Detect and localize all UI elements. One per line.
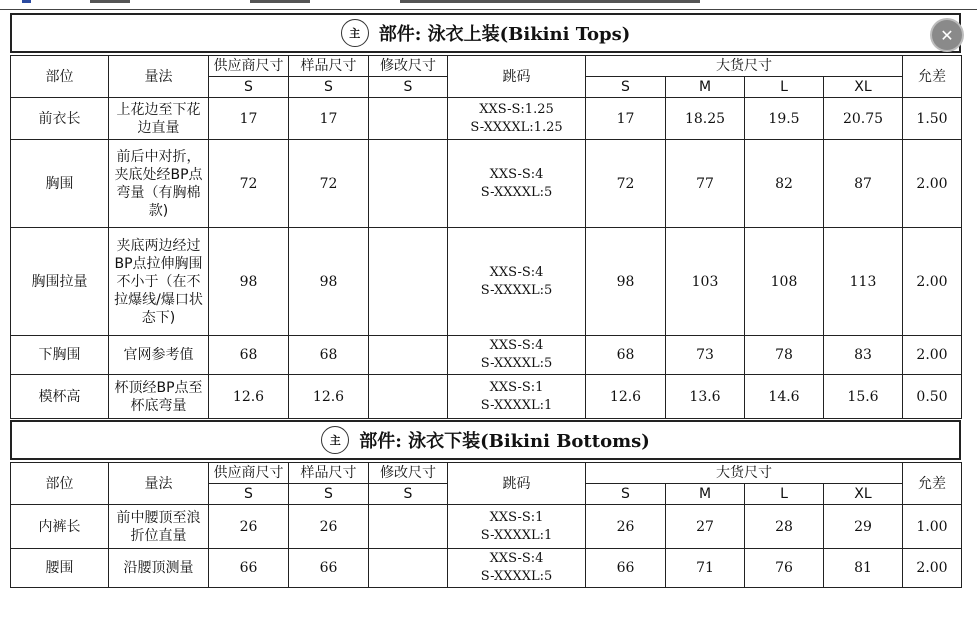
- grade-rule: XXS-S:4: [489, 264, 544, 280]
- cell-tolerance: 2.00: [903, 549, 962, 588]
- grade-rule: S-XXXXL:5: [480, 184, 553, 200]
- cell-method: 官网参考值: [109, 336, 209, 375]
- main-badge: 主: [341, 19, 369, 47]
- cell-revise-size: [369, 375, 448, 419]
- cell-sample-size: 72: [289, 140, 369, 228]
- grade-rule: XXS-S:4: [489, 166, 544, 182]
- grade-rule: S-XXXXL:5: [480, 356, 553, 371]
- col-header-grade: 跳码: [448, 463, 586, 505]
- cell-part: 下胸围: [11, 336, 109, 375]
- table-row: [11, 336, 962, 375]
- cell-method: 上花边至下花边直量: [109, 98, 209, 140]
- grade-rule: XXS-S:4: [489, 338, 544, 353]
- cell-bulk-size: 73: [666, 336, 745, 375]
- main-badge: 主: [321, 426, 349, 454]
- cell-bulk-size: 98: [586, 228, 666, 336]
- cell-bulk-size: 28: [745, 505, 824, 549]
- table-row: [11, 140, 962, 228]
- size-label: S: [289, 484, 369, 505]
- cell-bulk-size: 68: [586, 336, 666, 375]
- col-header-supplier: 供应商尺寸: [209, 463, 289, 484]
- bulk-size-label: L: [745, 77, 824, 98]
- cell-method: 杯顶经BP点至杯底弯量: [109, 375, 209, 419]
- cell-bulk-size: 18.25: [666, 98, 745, 140]
- table-row: [11, 549, 962, 588]
- col-header-bulk: 大货尺寸: [586, 463, 903, 484]
- bulk-size-label: S: [586, 484, 666, 505]
- spec-table-tops: [10, 55, 962, 419]
- cell-bulk-size: 17: [586, 98, 666, 140]
- size-label: S: [369, 77, 448, 98]
- cell-tolerance: 1.50: [903, 98, 962, 140]
- cell-revise-size: [369, 98, 448, 140]
- bulk-size-label: L: [745, 484, 824, 505]
- cell-bulk-size: 13.6: [666, 375, 745, 419]
- cell-bulk-size: 76: [745, 549, 824, 588]
- grade-rule: XXS-S:1: [489, 379, 544, 395]
- cell-bulk-size: 20.75: [824, 98, 903, 140]
- grade-rule: XXS-S:1: [489, 509, 544, 525]
- cell-revise-size: [369, 228, 448, 336]
- bulk-size-label: XL: [824, 77, 903, 98]
- table-row: [11, 98, 962, 140]
- clipped-top-strip: [0, 0, 977, 10]
- cell-supplier-size: 12.6: [209, 375, 289, 419]
- cell-method: 沿腰顶测量: [109, 549, 209, 588]
- cell-revise-size: [369, 140, 448, 228]
- col-header-bulk: 大货尺寸: [586, 56, 903, 77]
- cell-bulk-size: 83: [824, 336, 903, 375]
- bulk-size-label: M: [666, 77, 745, 98]
- cell-bulk-size: 87: [824, 140, 903, 228]
- grade-rule: S-XXXXL:1.25: [470, 119, 563, 135]
- cell-sample-size: 68: [289, 336, 369, 375]
- section-header-bottoms: [10, 420, 961, 460]
- size-label: S: [209, 77, 289, 98]
- cell-bulk-size: 113: [824, 228, 903, 336]
- table-row: [11, 375, 962, 419]
- cell-bulk-size: 15.6: [824, 375, 903, 419]
- grade-rule: S-XXXXL:1: [480, 527, 553, 543]
- cell-supplier-size: 98: [209, 228, 289, 336]
- cell-bulk-size: 12.6: [586, 375, 666, 419]
- col-header-part: 部位: [11, 56, 109, 98]
- cell-tolerance: 1.00: [903, 505, 962, 549]
- cell-tolerance: 2.00: [903, 140, 962, 228]
- bulk-size-label: M: [666, 484, 745, 505]
- grade-rule: S-XXXXL:1: [480, 397, 553, 413]
- cell-bulk-size: 66: [586, 549, 666, 588]
- cell-tolerance: 2.00: [903, 228, 962, 336]
- bulk-size-label: S: [586, 77, 666, 98]
- cell-supplier-size: 17: [209, 98, 289, 140]
- col-header-tolerance: 允差: [903, 463, 962, 505]
- cell-bulk-size: 71: [666, 549, 745, 588]
- cell-bulk-size: 72: [586, 140, 666, 228]
- cell-sample-size: 98: [289, 228, 369, 336]
- col-header-revise: 修改尺寸: [369, 463, 448, 484]
- cell-bulk-size: 82: [745, 140, 824, 228]
- cell-grade: [448, 228, 586, 336]
- cell-part: 内裤长: [11, 505, 109, 549]
- cell-supplier-size: 26: [209, 505, 289, 549]
- cell-method: 前后中对折，夹底处经BP点弯量（有胸棉款): [109, 140, 209, 228]
- size-label: S: [289, 77, 369, 98]
- col-header-supplier: 供应商尺寸: [209, 56, 289, 77]
- section-header-tops: [10, 13, 961, 53]
- size-label: S: [369, 484, 448, 505]
- cell-method: 前中腰顶至浪折位直量: [109, 505, 209, 549]
- col-header-revise: 修改尺寸: [369, 56, 448, 77]
- cell-bulk-size: 78: [745, 336, 824, 375]
- grade-rule: XXS-S:4: [489, 551, 544, 566]
- cell-sample-size: 26: [289, 505, 369, 549]
- cell-tolerance: 2.00: [903, 336, 962, 375]
- grade-rule: XXS-S:1.25: [479, 101, 554, 117]
- cell-method: 夹底两边经过BP点拉伸胸围不小于（在不拉爆线/爆口状态下): [109, 228, 209, 336]
- cell-bulk-size: 103: [666, 228, 745, 336]
- cell-revise-size: [369, 549, 448, 588]
- size-label: S: [209, 484, 289, 505]
- col-header-grade: 跳码: [448, 56, 586, 98]
- close-icon[interactable]: ✕: [932, 20, 962, 50]
- cell-grade: [448, 98, 586, 140]
- spec-table-bottoms: [10, 462, 962, 588]
- col-header-method: 量法: [109, 56, 209, 98]
- cell-revise-size: [369, 505, 448, 549]
- section-title: 部件: 泳衣下装(Bikini Bottoms): [359, 431, 650, 452]
- col-header-tolerance: 允差: [903, 56, 962, 98]
- table-row: [11, 505, 962, 549]
- cell-tolerance: 0.50: [903, 375, 962, 419]
- cell-grade: [448, 375, 586, 419]
- cell-bulk-size: 108: [745, 228, 824, 336]
- cell-bulk-size: 27: [666, 505, 745, 549]
- cell-part: 胸围拉量: [11, 228, 109, 336]
- cell-part: 模杯高: [11, 375, 109, 419]
- col-header-sample: 样品尺寸: [289, 463, 369, 484]
- cell-part: 腰围: [11, 549, 109, 588]
- grade-rule: S-XXXXL:5: [480, 569, 553, 584]
- table-row: [11, 228, 962, 336]
- section-title: 部件: 泳衣上装(Bikini Tops): [378, 24, 631, 45]
- cell-bulk-size: 81: [824, 549, 903, 588]
- cell-part: 前衣长: [11, 98, 109, 140]
- cell-supplier-size: 72: [209, 140, 289, 228]
- cell-grade: [448, 140, 586, 228]
- bulk-size-label: XL: [824, 484, 903, 505]
- cell-grade: [448, 549, 586, 588]
- cell-bulk-size: 19.5: [745, 98, 824, 140]
- cell-part: 胸围: [11, 140, 109, 228]
- cell-sample-size: 66: [289, 549, 369, 588]
- cell-supplier-size: 68: [209, 336, 289, 375]
- cell-grade: [448, 336, 586, 375]
- cell-bulk-size: 26: [586, 505, 666, 549]
- cell-sample-size: 17: [289, 98, 369, 140]
- clipped-logo-mark: [22, 0, 31, 3]
- col-header-method: 量法: [109, 463, 209, 505]
- col-header-part: 部位: [11, 463, 109, 505]
- cell-grade: [448, 505, 586, 549]
- cell-bulk-size: 77: [666, 140, 745, 228]
- cell-supplier-size: 66: [209, 549, 289, 588]
- grade-rule: S-XXXXL:5: [480, 282, 553, 298]
- col-header-sample: 样品尺寸: [289, 56, 369, 77]
- cell-bulk-size: 14.6: [745, 375, 824, 419]
- cell-bulk-size: 29: [824, 505, 903, 549]
- cell-revise-size: [369, 336, 448, 375]
- cell-sample-size: 12.6: [289, 375, 369, 419]
